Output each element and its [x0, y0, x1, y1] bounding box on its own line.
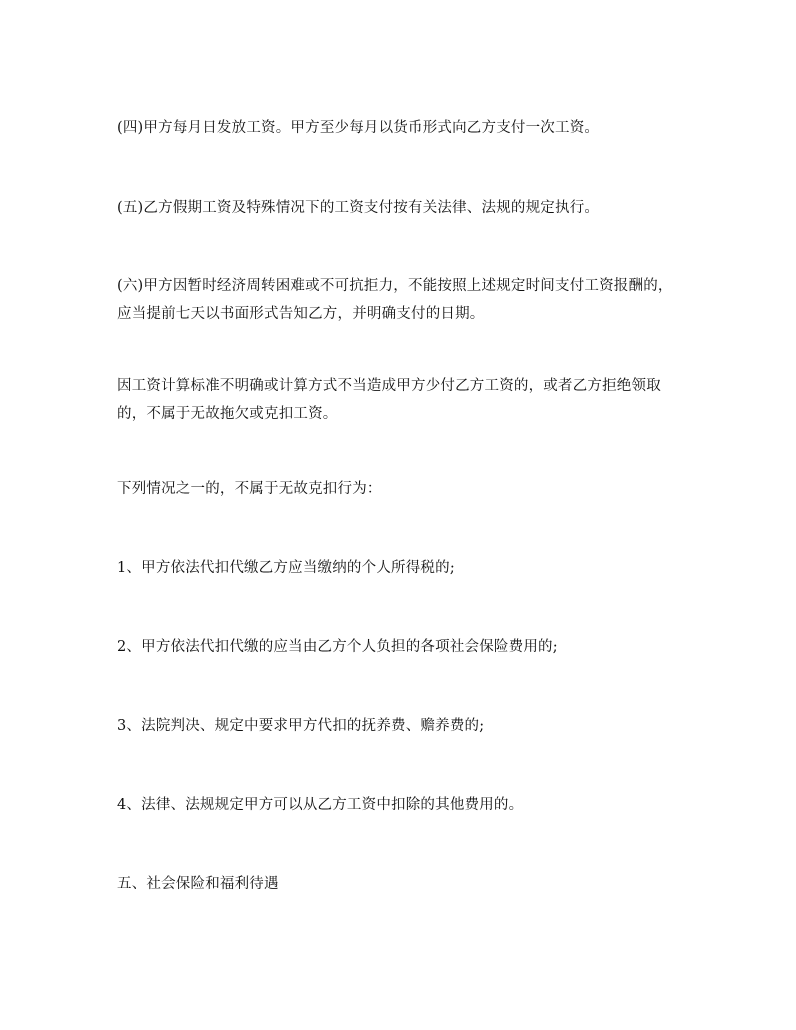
list-item-social-insurance: 2、甲方依法代扣代缴的应当由乙方个人负担的各项社会保险费用的;	[117, 639, 558, 655]
paragraph-deduction-intro: 下列情况之一的，不属于无故克扣行为：	[117, 481, 382, 497]
paragraph-payment-delay-notice: (六)甲方因暂时经济周转困难或不可抗拒力，不能按照上述规定时间支付工资报酬的，应当提前七天以书面形式告知乙方，并明确支付的日期。	[117, 278, 673, 322]
section-heading-social-insurance: 五、社会保险和福利待遇	[117, 876, 279, 892]
paragraph-underpayment-clause: 因工资计算标准不明确或计算方式不当造成甲方少付乙方工资的，或者乙方拒绝领取的，不属于无故拖欠或克扣工资。	[117, 378, 661, 422]
list-item-court-ordered-support: 3、法院判决、规定中要求甲方代扣的抚养费、赡养费的;	[117, 718, 485, 734]
list-item-other-legal-deductions: 4、法律、法规规定甲方可以从乙方工资中扣除的其他费用的。	[117, 797, 524, 813]
list-item-income-tax: 1、甲方依法代扣代缴乙方应当缴纳的个人所得税的;	[117, 560, 455, 576]
paragraph-wage-payment-date: (四)甲方每月日发放工资。甲方至少每月以货币形式向乙方支付一次工资。	[117, 120, 600, 136]
paragraph-holiday-wages: (五)乙方假期工资及特殊情况下的工资支付按有关法律、法规的规定执行。	[117, 200, 600, 216]
